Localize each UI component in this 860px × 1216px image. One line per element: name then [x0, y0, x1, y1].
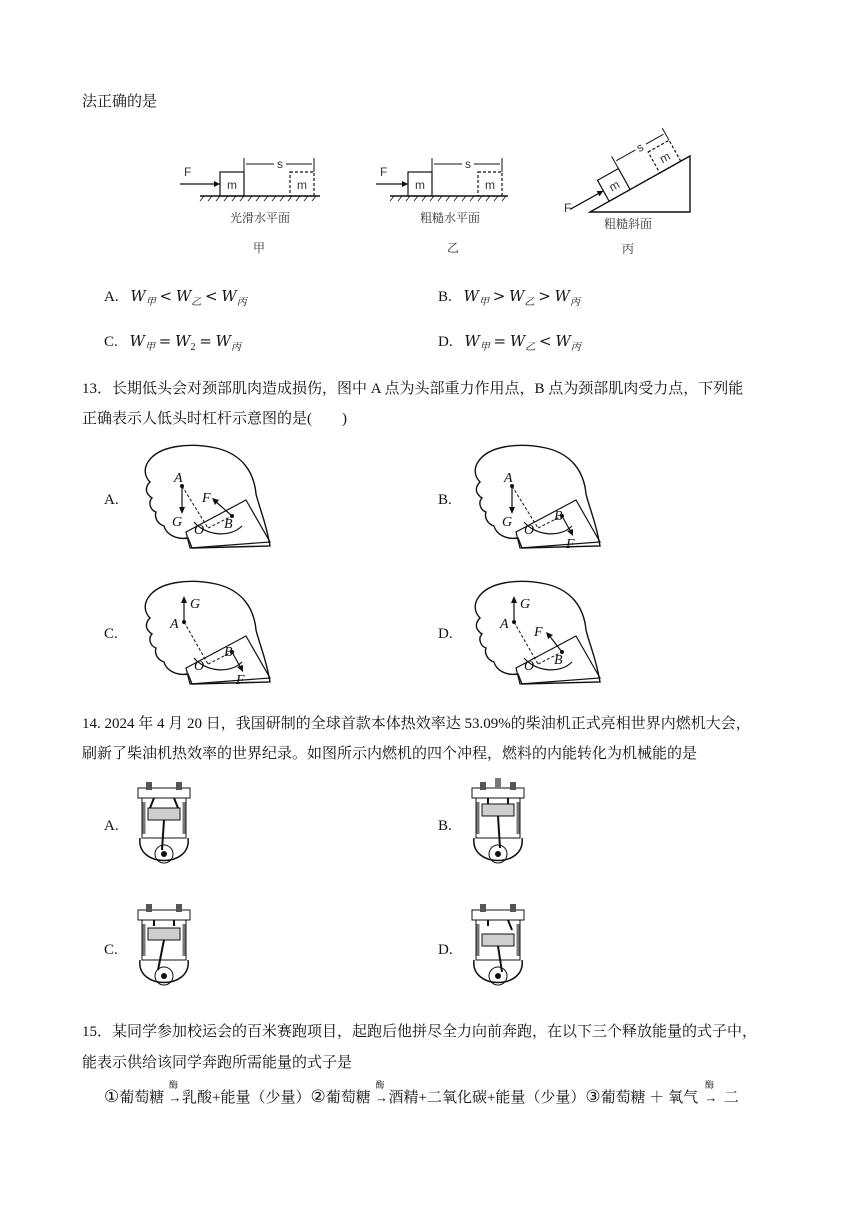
fig3-distance-label: s [633, 139, 646, 156]
label-g: G [190, 597, 201, 612]
label-b: B [554, 653, 563, 668]
fig1-mass-label-2: m [297, 178, 307, 192]
label-f: F [534, 625, 543, 640]
label-o: O [524, 659, 535, 674]
fig1-name: 甲 [253, 241, 266, 255]
label-f: F [236, 673, 245, 688]
option-letter: D. [438, 334, 453, 350]
eq2-reactant: 葡萄糖 [325, 1090, 371, 1106]
subscript: 2 [190, 342, 196, 353]
label-o: O [194, 523, 205, 538]
q13-option-b-figure[interactable] [468, 442, 608, 557]
fig1-surface-caption: 光滑水平面 [230, 211, 291, 225]
math-w: W [464, 332, 480, 350]
q14-option-d-engine-figure[interactable] [466, 900, 530, 1000]
q14-option-d-letter[interactable]: D. [438, 942, 453, 958]
q12-option-c[interactable] [104, 332, 241, 353]
q14-option-c-engine-figure[interactable] [132, 900, 196, 1000]
operator: = [199, 332, 212, 350]
fig3-mass-label: m [606, 177, 623, 195]
q12-option-b[interactable] [438, 287, 580, 308]
operator: > [492, 287, 506, 305]
q14-option-a-letter[interactable]: A. [104, 818, 119, 834]
q14-option-a-engine-figure[interactable] [132, 778, 196, 878]
q14-question-line2: 刷新了柴油机热效率的世界纪录。如图所示内燃机的四个冲程，燃料的内能转化为机械能的是 [82, 746, 698, 762]
q12-option-d[interactable] [438, 332, 581, 353]
fig3-force-label: F [564, 201, 572, 215]
subscript: 甲 [145, 297, 156, 308]
math-w: W [509, 332, 526, 350]
enzyme-label: 酶 [375, 1080, 385, 1090]
math-w: W [175, 287, 192, 305]
math-w: W [129, 332, 145, 350]
eq1-arrow: 酶 → [168, 1080, 182, 1105]
q13-option-a-figure[interactable] [138, 442, 278, 557]
eq3-products-start: 二 [723, 1090, 739, 1106]
label-b: B [224, 517, 233, 532]
option-letter: C. [104, 334, 118, 350]
subscript: 乙 [525, 342, 536, 353]
math-w: W [221, 287, 237, 305]
fig3-name: 丙 [622, 242, 635, 256]
fig2-force-label: F [380, 165, 388, 179]
fig2-mass-label: m [415, 178, 425, 192]
eq3-number: ③ [585, 1087, 601, 1106]
subscript: 丙 [569, 297, 580, 308]
label-a: A [170, 617, 179, 632]
q15-question-line2: 能表示供给该同学奔跑所需能量的式子是 [82, 1055, 353, 1071]
subscript: 丙 [570, 342, 581, 353]
label-f: F [202, 491, 211, 506]
math-w: W [554, 287, 570, 305]
q12-figures [180, 122, 700, 262]
operator: = [158, 332, 172, 350]
q15-equations-line [104, 1080, 739, 1107]
q14-option-b-letter[interactable]: B. [438, 818, 452, 834]
operator: < [159, 287, 173, 305]
label-f: F [566, 537, 575, 552]
q13-question-line2: 正确表示人低头时杠杆示意图的是( ) [82, 411, 347, 427]
subscript: 乙 [191, 297, 202, 308]
q13-question-line1: 13．长期低头会对颈部肌肉造成损伤，图中 A 点为头部重力作用点，B 点为颈部肌肉受力点，下列能 [82, 381, 744, 397]
label-g: G [172, 515, 183, 530]
subscript: 丙 [236, 297, 247, 308]
label-g: G [520, 597, 531, 612]
subscript: 乙 [524, 297, 535, 308]
figure-yi [376, 157, 508, 255]
math-w: W [175, 332, 191, 350]
q13-option-b-letter[interactable]: B. [438, 492, 452, 508]
fig3-surface-caption: 粗糙斜面 [604, 217, 653, 231]
subscript: 甲 [144, 342, 155, 353]
label-a: A [500, 617, 509, 632]
q12-question-tail: 法正确的是 [82, 94, 158, 110]
subscript: 丙 [230, 342, 241, 353]
operator: > [538, 287, 551, 305]
fig2-name: 乙 [447, 241, 460, 255]
q14-option-b-engine-figure[interactable] [466, 778, 530, 878]
subscript: 甲 [479, 342, 490, 353]
math-w: W [130, 287, 146, 305]
eq2-arrow: 酶 → [375, 1080, 388, 1105]
eq3-reactants: 葡萄糖 ＋ 氧气 [600, 1090, 699, 1106]
label-b: B [224, 645, 233, 660]
eq3-arrow: 酶 → [704, 1080, 718, 1105]
fig2-distance-label: s [465, 157, 471, 171]
q13-option-a-letter[interactable]: A. [104, 492, 119, 508]
q13-option-c-letter[interactable]: C. [104, 626, 118, 642]
math-w: W [555, 332, 571, 350]
label-g: G [502, 515, 513, 530]
q14-question-line1: 14. 2024 年 4 月 20 日，我国研制的全球首款本体热效率达 53.09%的柴油机正式亮相世界内燃机大会， [82, 716, 751, 732]
label-a: A [174, 471, 183, 486]
eq1-products: 乳酸+能量（少量） [182, 1090, 311, 1106]
label-o: O [194, 659, 205, 674]
math-w: W [509, 287, 525, 305]
eq1-reactant: 葡萄糖 [119, 1090, 165, 1106]
q13-option-d-letter[interactable]: D. [438, 626, 453, 642]
label-b: B [554, 509, 563, 524]
math-w: W [463, 287, 479, 305]
fig1-mass-label: m [227, 178, 237, 192]
operator: < [539, 332, 552, 350]
fig2-surface-caption: 粗糙水平面 [420, 211, 481, 225]
eq2-number: ② [310, 1087, 326, 1106]
eq1-number: ① [104, 1087, 120, 1106]
q13-option-c-figure[interactable] [138, 578, 278, 693]
subscript: 甲 [478, 297, 489, 308]
q14-option-c-letter[interactable]: C. [104, 942, 118, 958]
fig1-force-label: F [184, 165, 192, 179]
q13-option-d-figure[interactable] [468, 578, 608, 693]
enzyme-label: 酶 [704, 1080, 714, 1090]
fig3-mass-label-2: m [657, 148, 673, 167]
operator: < [205, 287, 218, 305]
option-letter: B. [438, 289, 452, 305]
q15-question-line1: 15．某同学参加校运会的百米赛跑项目，起跑后他拼尽全力向前奔跑，在以下三个释放能量的式子中， [82, 1024, 758, 1040]
label-a: A [504, 471, 513, 486]
fig1-distance-label: s [277, 157, 283, 171]
operator: = [493, 332, 507, 350]
figure-bing [557, 127, 690, 256]
eq2-products: 酒精+二氧化碳+能量（少量） [388, 1090, 586, 1106]
q12-option-a[interactable] [104, 287, 247, 308]
figure-jia [180, 157, 320, 255]
math-w: W [215, 332, 231, 350]
fig2-mass-label-2: m [485, 178, 495, 192]
option-letter: A. [104, 289, 119, 305]
label-o: O [524, 523, 535, 538]
enzyme-label: 酶 [169, 1080, 179, 1090]
